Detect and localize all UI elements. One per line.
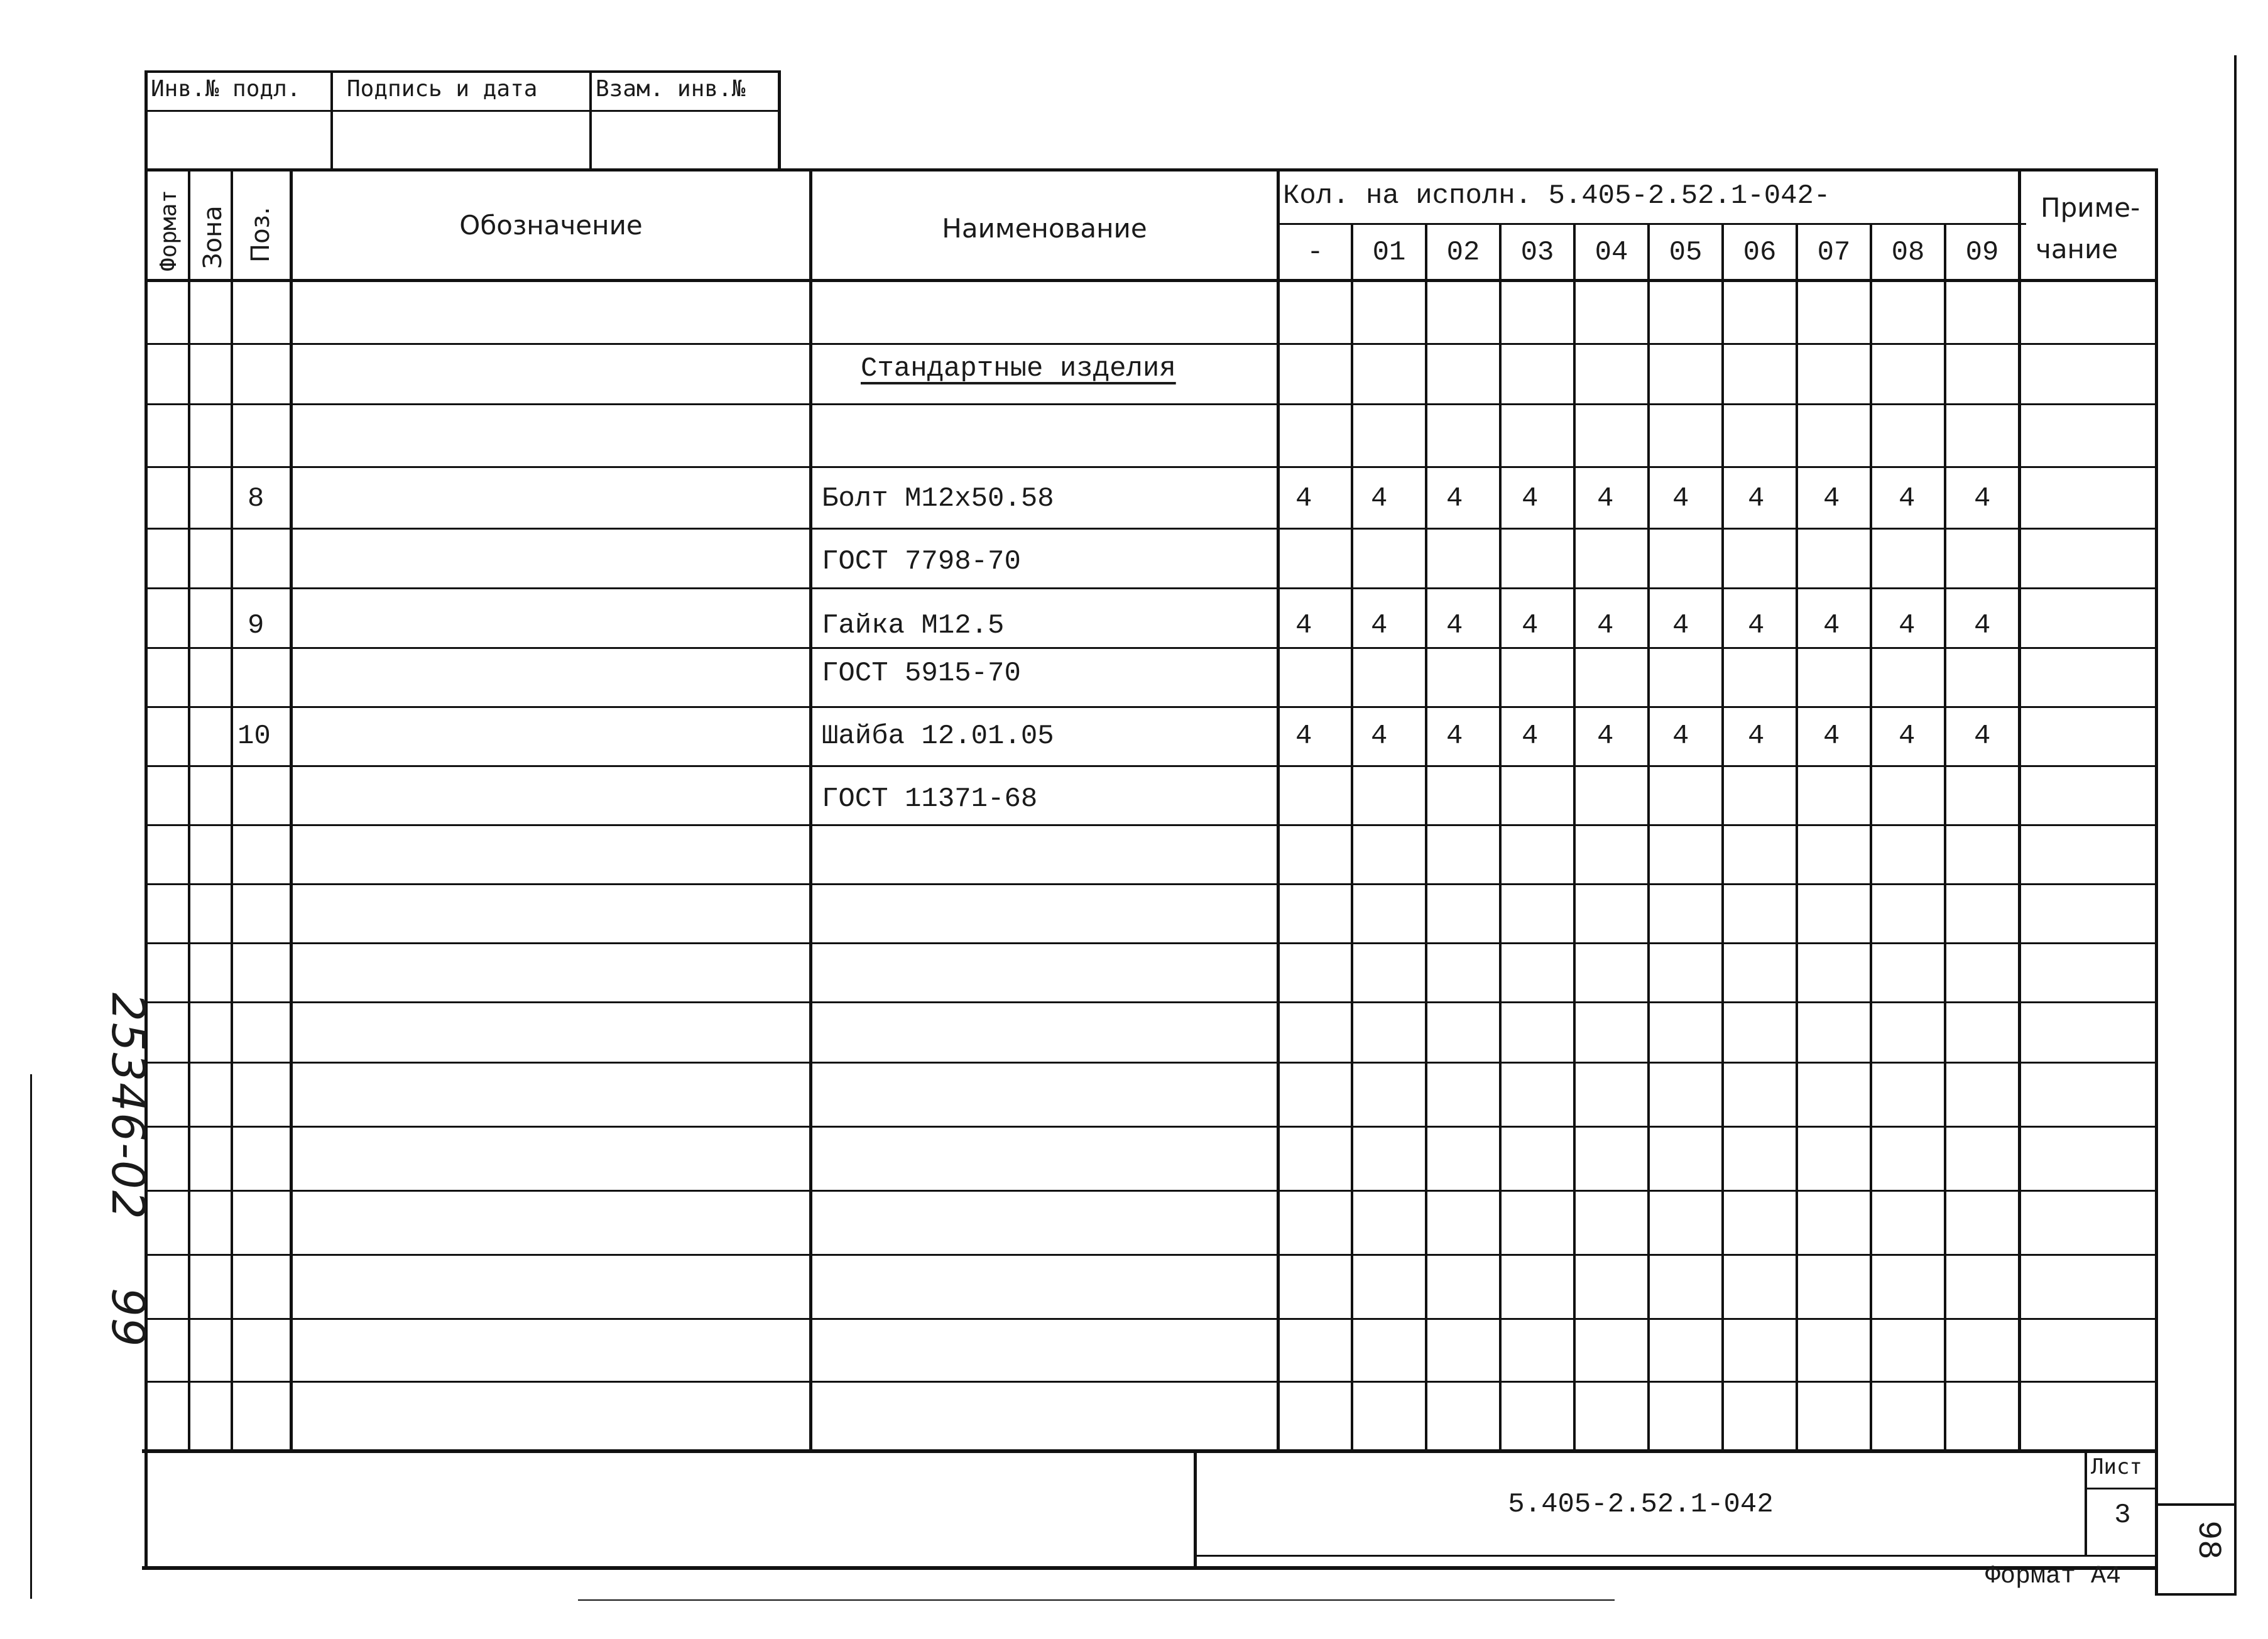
header-zona: Зона (199, 205, 227, 269)
row-qty: 4 (1823, 721, 1840, 752)
row-qty: 4 (1371, 483, 1388, 515)
row-name: ГОСТ 11371-68 (822, 783, 1038, 815)
title-block-list-label: Лист (2091, 1454, 2142, 1479)
row-name: ГОСТ 7798-70 (822, 546, 1021, 577)
variant-header: 09 (1965, 237, 1999, 268)
variant-header: 06 (1743, 237, 1777, 268)
variant-header: 08 (1891, 237, 1925, 268)
variant-header: 03 (1520, 237, 1554, 268)
row-qty: 4 (1597, 483, 1614, 515)
row-qty: 4 (1371, 610, 1388, 641)
row-qty: 4 (1899, 721, 1916, 752)
stamp-podpis-data: Подпись и дата (347, 76, 538, 102)
variant-header: 01 (1372, 237, 1406, 268)
format-label: Формат А4 (1985, 1562, 2122, 1591)
row-qty: 4 (1974, 610, 1991, 641)
row-qty: 4 (1672, 483, 1689, 515)
row-name: Болт М12х50.58 (822, 483, 1054, 515)
row-qty: 4 (1522, 610, 1539, 641)
row-qty: 4 (1672, 610, 1689, 641)
stamp-vzam-inv: Взам. инв.№ (596, 76, 746, 102)
variant-header: - (1307, 237, 1324, 268)
row-qty: 4 (1672, 721, 1689, 752)
title-block-top-border (142, 1449, 2158, 1453)
row-qty: 4 (1899, 483, 1916, 515)
section-title: Стандартные изделия (861, 353, 1176, 384)
row-qty: 4 (1446, 610, 1463, 641)
header-bottom-border (144, 279, 2158, 282)
title-block-list-number: 3 (2114, 1500, 2131, 1531)
row-name: Шайба 12.01.05 (822, 721, 1054, 752)
row-qty: 4 (1823, 483, 1840, 515)
variant-header: 07 (1817, 237, 1851, 268)
header-format: Формат (156, 189, 182, 271)
row-poz: 9 (248, 610, 264, 641)
row-qty: 4 (1295, 483, 1312, 515)
row-qty: 4 (1823, 610, 1840, 641)
handwritten-number: 25346-02 (102, 993, 155, 1221)
row-qty: 4 (1974, 483, 1991, 515)
header-primech-2: чание (2036, 234, 2118, 264)
variant-header: 02 (1446, 237, 1480, 268)
table-right-border (2155, 168, 2158, 1569)
header-oboznachenie: Обозначение (459, 210, 643, 241)
row-qty: 4 (1748, 610, 1765, 641)
variant-header: 05 (1669, 237, 1703, 268)
row-qty: 4 (1597, 610, 1614, 641)
stamp-inv-podl: Инв.№ подл. (151, 76, 301, 102)
row-name: Гайка М12.5 (822, 610, 1005, 641)
header-kol-title: Кол. на исполн. 5.405-2.52.1-042- (1283, 180, 1831, 212)
row-qty: 4 (1371, 721, 1388, 752)
row-qty: 4 (1974, 721, 1991, 752)
row-poz: 8 (248, 483, 264, 515)
header-naimenovanie: Наименование (942, 213, 1147, 244)
row-qty: 4 (1446, 483, 1463, 515)
row-qty: 4 (1748, 483, 1765, 515)
row-qty: 4 (1522, 483, 1539, 515)
title-block-bottom-border (142, 1566, 2158, 1570)
table-top-border (144, 168, 2158, 172)
row-qty: 4 (1295, 610, 1312, 641)
variant-header: 04 (1595, 237, 1628, 268)
row-qty: 4 (1899, 610, 1916, 641)
table-left-border (144, 168, 148, 1569)
header-poz: Поз. (246, 207, 275, 263)
row-qty: 4 (1446, 721, 1463, 752)
row-qty: 4 (1295, 721, 1312, 752)
row-poz: 10 (237, 721, 271, 752)
page-number-rotated: 98 (2189, 1520, 2227, 1560)
handwritten-page: 99 (102, 1288, 155, 1348)
title-block-designation: 5.405-2.52.1-042 (1508, 1489, 1774, 1520)
row-name: ГОСТ 5915-70 (822, 658, 1021, 689)
row-qty: 4 (1597, 721, 1614, 752)
row-qty: 4 (1748, 721, 1765, 752)
header-primech-1: Приме- (2041, 192, 2140, 223)
row-qty: 4 (1522, 721, 1539, 752)
